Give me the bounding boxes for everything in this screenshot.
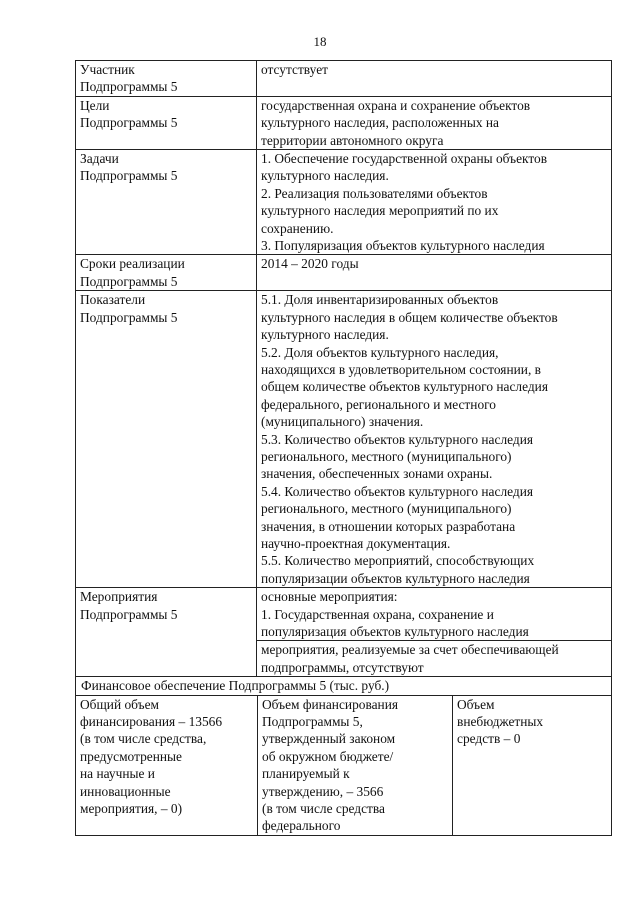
row-value-line: значения, обеспеченных зонами охраны. xyxy=(261,466,493,482)
financing-line: на научные и xyxy=(80,766,155,782)
row-value-line: 1. Государственная охрана, сохранение и xyxy=(261,606,494,622)
row-value-line: культурного наследия. xyxy=(261,168,389,184)
financing-header: Финансовое обеспечение Подпрограммы 5 (тыс. руб.) xyxy=(76,677,612,695)
row-label-line: Подпрограммы 5 xyxy=(80,79,178,95)
financing-row xyxy=(76,695,612,835)
row-value-line: 5.2. Доля объектов культурного наследия, xyxy=(261,344,499,360)
financing-line: внебюджетных xyxy=(457,714,544,730)
row-value-line: научно-проектная документация. xyxy=(261,535,451,551)
row-label-line: Цели xyxy=(80,97,110,113)
table-row xyxy=(76,291,612,588)
row-label-cell xyxy=(76,96,257,149)
table-row xyxy=(76,96,612,149)
row-value-line: 5.4. Количество объектов культурного наследия xyxy=(261,483,534,499)
table-row xyxy=(76,588,612,641)
financing-cells xyxy=(76,695,612,835)
row-value-line: общем количестве объектов культурного наследия xyxy=(261,379,549,395)
row-label-line: Показатели xyxy=(80,292,146,308)
row-label-line: Подпрограммы 5 xyxy=(80,115,178,131)
row-value-line: государственная охрана и сохранение объектов xyxy=(261,97,531,113)
financing-line: Подпрограммы 5, xyxy=(262,714,363,730)
passport-table xyxy=(75,60,612,836)
table-row xyxy=(76,61,612,97)
row-value-line: популяризации объектов культурного наследия xyxy=(261,570,530,586)
financing-line: об окружном бюджете/ xyxy=(262,748,394,764)
measures-main-cell xyxy=(257,588,612,641)
financing-line: Общий объем xyxy=(80,696,159,712)
row-value-line: находящихся в удовлетворительном состоянии, в xyxy=(261,361,541,377)
row-value-line: популяризация объектов культурного наследия xyxy=(261,624,529,639)
row-value-line: 2. Реализация пользователями объектов xyxy=(261,185,488,201)
financing-line: федерального xyxy=(262,818,341,834)
table-row xyxy=(76,255,612,291)
financing-header-row xyxy=(76,677,612,695)
row-value-line: 5.5. Количество мероприятий, способствующих xyxy=(261,553,535,569)
table-row xyxy=(76,150,612,255)
measures-support-cell xyxy=(257,641,612,677)
row-value-cell xyxy=(257,61,612,97)
row-label-line: Подпрограммы 5 xyxy=(80,273,178,289)
row-label-line: Подпрограммы 5 xyxy=(80,309,178,325)
financing-line: утвержденный законом xyxy=(262,731,396,747)
row-value-cell xyxy=(257,255,612,291)
row-value-line: 5.1. Доля инвентаризированных объектов xyxy=(261,292,499,308)
row-label-cell xyxy=(76,291,257,588)
row-label-line: Сроки реализации xyxy=(80,256,185,272)
row-value-line: 1. Обеспечение государственной охраны объектов xyxy=(261,151,548,167)
row-label-cell xyxy=(76,150,257,255)
row-value-line: 5.3. Количество объектов культурного наследия xyxy=(261,431,534,447)
financing-extrabudget-cell xyxy=(453,696,611,835)
financing-line: финансирования – 13566 xyxy=(80,714,223,730)
financing-line: (в том числе средства xyxy=(262,801,385,817)
financing-line: средств – 0 xyxy=(457,731,521,747)
row-label-line: Участник xyxy=(80,62,135,77)
row-value-line: 3. Популяризация объектов культурного наследия xyxy=(261,238,545,254)
row-value-line: мероприятия, реализуемые за счет обеспечивающей xyxy=(261,642,559,658)
row-label-line: Мероприятия xyxy=(80,589,158,605)
row-value-line: культурного наследия в общем количестве объектов xyxy=(261,309,558,325)
financing-line: инновационные xyxy=(80,783,171,799)
row-label-cell xyxy=(76,255,257,291)
financing-line: планируемый к xyxy=(262,766,350,782)
row-value-line: 2014 – 2020 годы xyxy=(261,256,359,272)
row-value-cell xyxy=(257,150,612,255)
row-value-line: значения, в отношении которых разработана xyxy=(261,518,516,534)
row-value-line: культурного наследия мероприятий по их xyxy=(261,203,499,219)
row-label-line: Подпрограммы 5 xyxy=(80,168,178,184)
row-value-line: культурного наследия. xyxy=(261,327,389,343)
financing-budget-cell xyxy=(258,696,453,835)
financing-line: утверждению, – 3566 xyxy=(262,783,384,799)
row-value-line: федерального, регионального и местного xyxy=(261,396,497,412)
row-value-line: отсутствует xyxy=(261,62,328,77)
financing-line: Объем xyxy=(457,696,495,712)
row-value-cell xyxy=(257,291,612,588)
row-value-cell xyxy=(257,96,612,149)
financing-line: предусмотренные xyxy=(80,748,182,764)
row-value-line: (муниципального) значения. xyxy=(261,414,424,430)
measures-label-cell xyxy=(76,588,257,677)
financing-line: (в том числе средства, xyxy=(80,731,207,747)
financing-line: Объем финансирования xyxy=(262,696,399,712)
financing-line: мероприятия, – 0) xyxy=(80,801,183,817)
row-value-line: территории автономного округа xyxy=(261,132,444,148)
financing-total-cell xyxy=(76,696,258,835)
row-label-line: Подпрограммы 5 xyxy=(80,606,178,622)
row-value-line: подпрограммы, отсутствуют xyxy=(261,659,424,675)
row-value-line: регионального, местного (муниципального) xyxy=(261,501,512,517)
row-label-cell xyxy=(76,61,257,97)
row-value-line: основные мероприятия: xyxy=(261,589,398,605)
row-value-line: регионального, местного (муниципального) xyxy=(261,448,512,464)
row-value-line: культурного наследия, расположенных на xyxy=(261,115,499,131)
row-value-line: сохранению. xyxy=(261,220,334,236)
row-label-line: Задачи xyxy=(80,151,119,167)
page-number: 18 xyxy=(313,34,327,49)
